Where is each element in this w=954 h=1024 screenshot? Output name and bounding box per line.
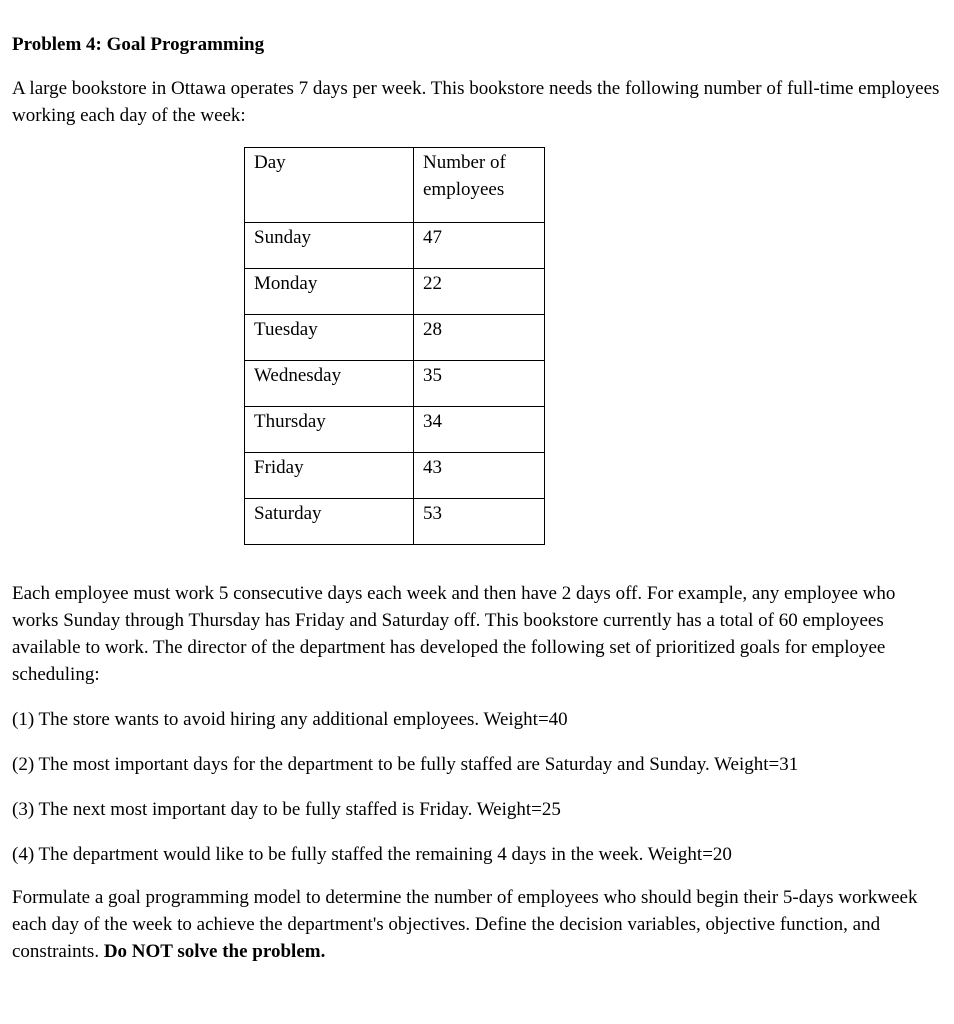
table-row	[245, 223, 545, 269]
table-row	[245, 269, 545, 315]
header-number-of-employees: Number of employees	[414, 148, 545, 223]
row-number: 22	[414, 269, 545, 315]
table-row	[245, 453, 545, 499]
staffing-table	[244, 147, 545, 545]
goal-1: (1) The store wants to avoid hiring any additional employees. Weight=40	[12, 709, 568, 730]
header-day: Day	[245, 148, 414, 223]
row-number: 47	[414, 223, 545, 269]
goal-3: (3) The next most important day to be fully staffed is Friday. Weight=25	[12, 799, 561, 820]
table-row	[245, 499, 545, 545]
table-header-row	[245, 148, 545, 223]
row-number: 28	[414, 315, 545, 361]
row-number: 53	[414, 499, 545, 545]
row-day: Tuesday	[245, 315, 414, 361]
task-text: Formulate a goal programming model to determine the number of employees who should begin their 5-days workweek each day of the week to achieve the department's objectives. Define the decision variables, objective function, and constraints.	[12, 887, 918, 962]
row-number: 43	[414, 453, 545, 499]
row-day: Saturday	[245, 499, 414, 545]
row-number: 34	[414, 407, 545, 453]
goal-4: (4) The department would like to be fully staffed the remaining 4 days in the week. Weight=20	[12, 844, 732, 865]
row-day: Friday	[245, 453, 414, 499]
table-row	[245, 407, 545, 453]
row-day: Monday	[245, 269, 414, 315]
row-number: 35	[414, 361, 545, 407]
intro-paragraph: A large bookstore in Ottawa operates 7 days per week. This bookstore needs the following number of full-time employees working each day of the week:	[12, 78, 940, 126]
row-day: Sunday	[245, 223, 414, 269]
problem-title: Problem 4: Goal Programming	[12, 34, 265, 55]
row-day: Wednesday	[245, 361, 414, 407]
row-day: Thursday	[245, 407, 414, 453]
task-emphasis: Do NOT solve the problem.	[103, 941, 326, 962]
rules-paragraph: Each employee must work 5 consecutive days each week and then have 2 days off. For example, any employee who works Sunday through Thursday has Friday and Saturday off. This bookstore currently has a total of 60 employees available to work. The director of the department has developed the following set of prioritized goals for employee scheduling:	[12, 583, 896, 685]
goal-2: (2) The most important days for the department to be fully staffed are Saturday and Sunday. Weight=31	[12, 754, 799, 775]
table-row	[245, 315, 545, 361]
table-row	[245, 361, 545, 407]
task-paragraph	[12, 884, 942, 965]
